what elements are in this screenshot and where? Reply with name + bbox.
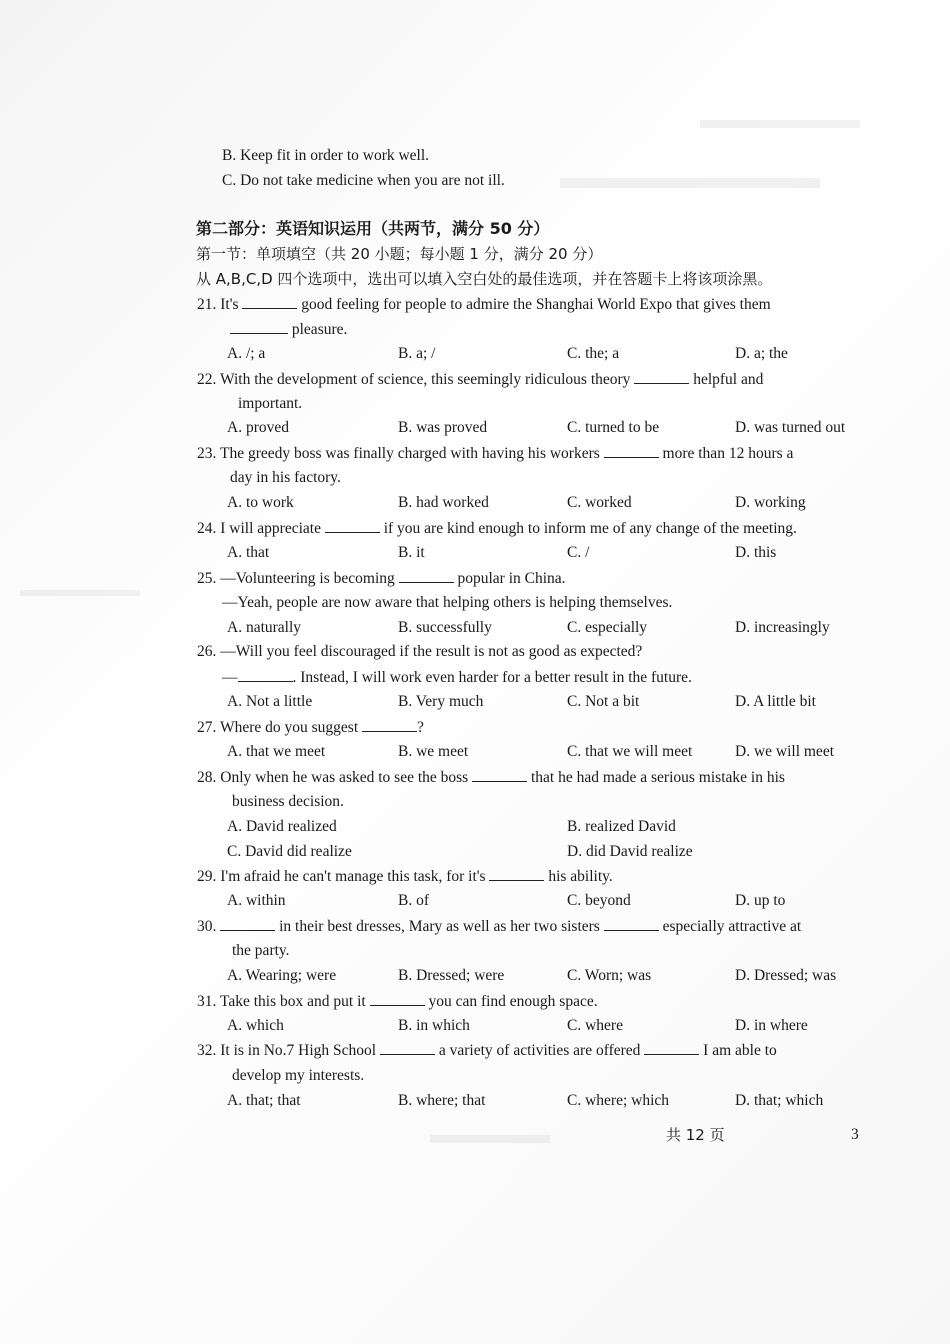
option-c: C. Not a bit bbox=[567, 693, 640, 710]
option-a: A. to work bbox=[227, 494, 294, 511]
question-21-continuation: pleasure. bbox=[230, 319, 347, 340]
option-c: C. especially bbox=[567, 619, 648, 636]
option-a: A. Wearing; were bbox=[227, 967, 337, 984]
option-a: A. that; that bbox=[227, 1092, 301, 1109]
answer-blank bbox=[380, 1040, 435, 1055]
question-23-stem: 23. The greedy boss was finally charged with having his workers more than 12 hours a bbox=[197, 445, 794, 462]
option-c: C. Worn; was bbox=[567, 967, 652, 984]
answer-blank bbox=[604, 916, 659, 931]
option-a: A. /; a bbox=[227, 345, 266, 362]
prev-option-b: B. Keep fit in order to work well. bbox=[222, 147, 430, 164]
option-d: D. in where bbox=[735, 1017, 808, 1034]
question-30-continuation: the party. bbox=[232, 942, 290, 959]
scan-noise bbox=[20, 590, 140, 596]
option-d: D. we will meet bbox=[735, 743, 835, 760]
question-23-continuation: day in his factory. bbox=[230, 469, 341, 486]
option-b: B. realized David bbox=[567, 818, 676, 835]
question-26-continuation: — . Instead, I will work even harder for a better result in the future. bbox=[222, 669, 692, 686]
option-c: C. that we will meet bbox=[567, 743, 693, 760]
question-25-stem: 25. —Volunteering is becoming popular in China. bbox=[197, 570, 566, 587]
scan-noise bbox=[700, 120, 860, 128]
question-24-stem: 24. I will appreciate if you are kind enough to inform me of any change of the meeting. bbox=[197, 520, 797, 537]
answer-blank bbox=[238, 667, 293, 682]
prev-option-c: C. Do not take medicine when you are not ill. bbox=[222, 172, 505, 189]
option-c: C. where; which bbox=[567, 1092, 670, 1109]
option-c: C. turned to be bbox=[567, 419, 660, 436]
option-b: B. it bbox=[398, 544, 425, 561]
option-d: D. A little bit bbox=[735, 693, 816, 710]
answer-blank bbox=[362, 717, 417, 732]
answer-blank bbox=[325, 518, 380, 533]
option-d: D. Dressed; was bbox=[735, 967, 837, 984]
answer-blank bbox=[644, 1040, 699, 1055]
option-c: C. beyond bbox=[567, 892, 631, 909]
option-d: D. that; which bbox=[735, 1092, 824, 1109]
option-d: D. increasingly bbox=[735, 619, 830, 636]
option-b: B. successfully bbox=[398, 619, 492, 636]
option-a: A. that bbox=[227, 544, 270, 561]
answer-blank bbox=[604, 443, 659, 458]
answer-blank bbox=[220, 916, 275, 931]
question-29-stem: 29. I'm afraid he can't manage this task, for it's his ability. bbox=[197, 868, 613, 885]
answer-blank bbox=[634, 369, 689, 384]
option-a: A. within bbox=[227, 892, 286, 909]
scan-noise bbox=[560, 178, 820, 188]
option-d: D. working bbox=[735, 494, 806, 511]
answer-blank bbox=[399, 568, 454, 583]
question-22-stem: 22. With the development of science, this seemingly ridiculous theory helpful and bbox=[197, 371, 764, 388]
option-c: C. worked bbox=[567, 494, 632, 511]
part-title: 第二部分：英语知识运用（共两节，满分 50 分） bbox=[196, 219, 550, 238]
question-31-stem: 31. Take this box and put it you can find enough space. bbox=[197, 993, 598, 1010]
option-b: B. a; / bbox=[398, 345, 436, 362]
option-b: B. of bbox=[398, 892, 429, 909]
option-a: A. proved bbox=[227, 419, 289, 436]
option-c: C. where bbox=[567, 1017, 623, 1034]
option-d: D. was turned out bbox=[735, 419, 846, 436]
option-b: B. Dressed; were bbox=[398, 967, 505, 984]
page-number: 3 bbox=[851, 1126, 859, 1143]
option-d: D. did David realize bbox=[567, 843, 693, 860]
option-a: A. David realized bbox=[227, 818, 337, 835]
question-32-stem: 32. It is in No.7 High School a variety of activities are offered I am able to bbox=[197, 1042, 777, 1059]
option-c: C. / bbox=[567, 544, 590, 561]
option-b: B. we meet bbox=[398, 743, 469, 760]
answer-blank bbox=[370, 991, 425, 1006]
option-a: A. which bbox=[227, 1017, 284, 1034]
option-a: A. naturally bbox=[227, 619, 302, 636]
question-32-continuation: develop my interests. bbox=[232, 1067, 365, 1084]
scan-noise bbox=[430, 1135, 550, 1143]
section-title: 第一节：单项填空（共 20 小题；每小题 1 分，满分 20 分） bbox=[196, 245, 603, 263]
question-21-stem: 21. It's good feeling for people to admire the Shanghai World Expo that gives them bbox=[197, 296, 771, 313]
question-27-stem: 27. Where do you suggest ? bbox=[197, 719, 424, 736]
question-28-continuation: business decision. bbox=[232, 793, 344, 810]
option-b: B. was proved bbox=[398, 419, 488, 436]
option-d: D. this bbox=[735, 544, 777, 561]
answer-blank bbox=[472, 767, 527, 782]
option-b: B. where; that bbox=[398, 1092, 486, 1109]
option-b: B. Very much bbox=[398, 693, 484, 710]
option-c: C. the; a bbox=[567, 345, 620, 362]
option-d: D. up to bbox=[735, 892, 786, 909]
option-b: B. had worked bbox=[398, 494, 489, 511]
question-26-stem: 26. —Will you feel discouraged if the result is not as good as expected? bbox=[197, 643, 643, 660]
option-d: D. a; the bbox=[735, 345, 788, 362]
instruction: 从 A,B,C,D 四个选项中，选出可以填入空白处的最佳选项，并在答题卡上将该项涂黑。 bbox=[196, 270, 773, 288]
option-b: B. in which bbox=[398, 1017, 470, 1034]
question-25-continuation: —Yeah, people are now aware that helping others is helping themselves. bbox=[222, 594, 673, 611]
option-a: A. that we meet bbox=[227, 743, 326, 760]
answer-blank bbox=[230, 319, 288, 334]
answer-blank bbox=[489, 866, 544, 881]
option-a: A. Not a little bbox=[227, 693, 313, 710]
question-30-stem: 30. in their best dresses, Mary as well as her two sisters especially attractive at bbox=[197, 918, 802, 935]
option-c: C. David did realize bbox=[227, 843, 352, 860]
page-total: 共 12 页 bbox=[666, 1126, 725, 1144]
answer-blank bbox=[242, 294, 297, 309]
question-22-continuation: important. bbox=[238, 395, 303, 412]
question-28-stem: 28. Only when he was asked to see the boss that he had made a serious mistake in his bbox=[197, 769, 785, 786]
